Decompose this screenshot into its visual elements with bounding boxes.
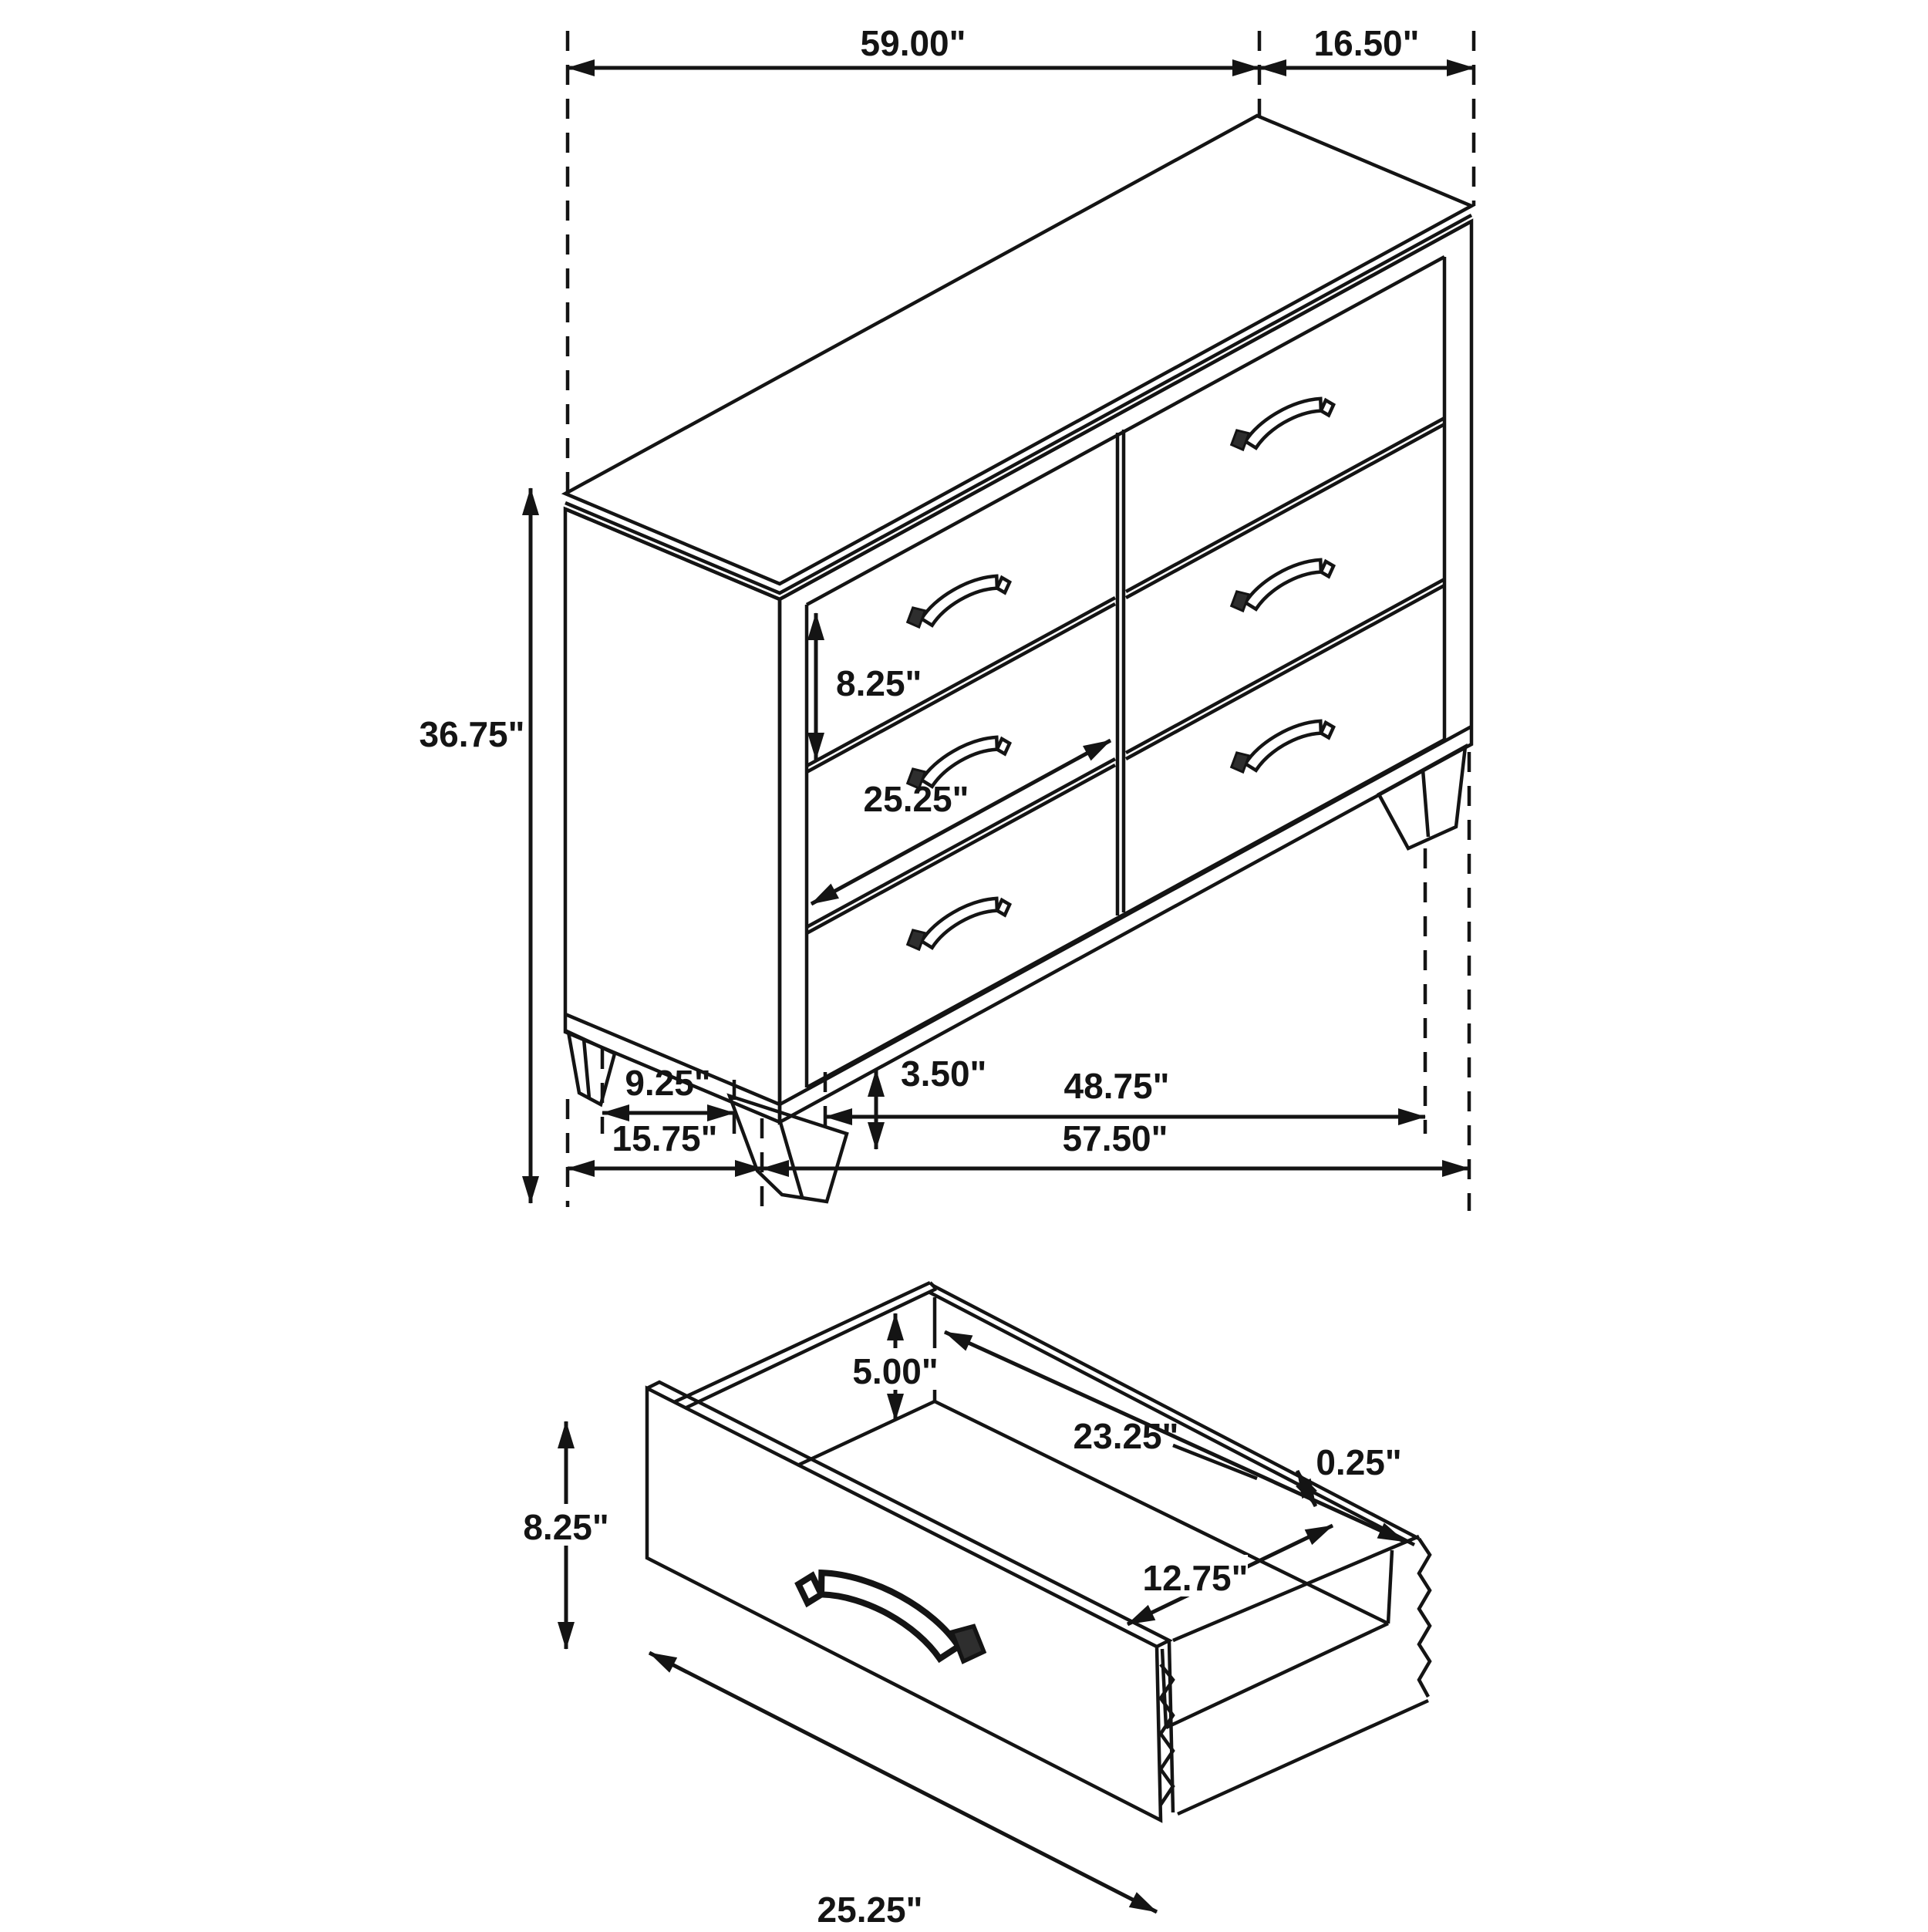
dim-width-top-label: 59.00"	[860, 23, 966, 63]
dim-floor-clearance-label: 3.50"	[901, 1054, 987, 1094]
dresser-figure	[420, 23, 1474, 1211]
dim-base-width-label: 57.50"	[1062, 1118, 1168, 1158]
dim-leg-offset-depth-label: 9.25"	[625, 1063, 711, 1103]
dresser-top-face	[565, 116, 1471, 599]
dim-depth-top	[1259, 23, 1474, 68]
drawer-pull-icon	[1226, 706, 1336, 786]
dim-inner-height-label: 5.00"	[852, 1351, 939, 1391]
dim-panel-thickness-label: 0.25"	[1316, 1442, 1402, 1482]
dim-height	[420, 488, 531, 1203]
dim-front-width-label: 25.25"	[817, 1890, 923, 1928]
dim-front-leg-span-label: 48.75"	[1063, 1066, 1170, 1106]
dresser-left-panel	[565, 509, 780, 1122]
dim-front-width	[649, 1653, 1157, 1928]
drawer-pull-icon	[902, 884, 1013, 963]
dim-height-label: 36.75"	[419, 714, 525, 754]
dim-drawer-front-height2-label: 8.25"	[523, 1507, 609, 1547]
dim-drawer-front-height2	[512, 1421, 620, 1649]
dim-depth-top-label: 16.50"	[1313, 23, 1420, 63]
drawer-pull-icon	[1226, 545, 1336, 625]
dresser-extension-lines	[568, 31, 1474, 1211]
dim-width-top	[568, 23, 1259, 68]
dim-floor-clearance	[876, 1054, 986, 1149]
drawer-pull-icon	[793, 1546, 993, 1684]
drawer-pull-icon	[1226, 384, 1336, 464]
dim-base-width	[762, 1118, 1469, 1168]
dim-drawer-front-height-label: 8.25"	[836, 663, 922, 703]
drawer-box	[647, 1283, 1430, 1820]
drawer-pull-icon	[902, 561, 1013, 641]
dim-drawer-width	[811, 740, 1111, 904]
dim-inner-width-label: 23.25"	[1073, 1416, 1179, 1456]
dim-depth-at-floor-label: 15.75"	[612, 1118, 718, 1158]
dim-drawer-width-label: 25.25"	[863, 779, 969, 819]
dim-inner-depth	[1127, 1526, 1333, 1624]
dim-inner-width	[945, 1332, 1405, 1542]
dim-inner-depth-label: 12.75"	[1142, 1558, 1249, 1598]
dim-leg-offset-depth	[602, 1063, 734, 1113]
dim-panel-thickness	[1297, 1442, 1402, 1506]
drawer-figure	[512, 1283, 1430, 1928]
